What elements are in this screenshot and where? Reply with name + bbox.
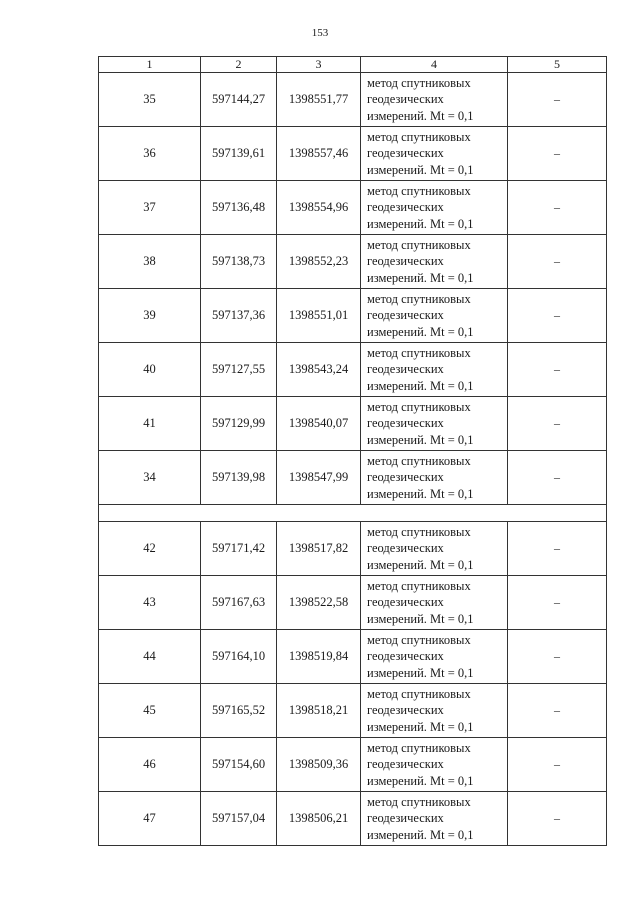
y-coordinate-cell: 1398557,46 — [277, 127, 361, 181]
note-cell: – — [508, 181, 607, 235]
column-header: 4 — [361, 57, 508, 73]
x-coordinate-cell: 597157,04 — [201, 792, 277, 846]
table-separator-row — [99, 505, 607, 522]
point-number-cell: 41 — [99, 397, 201, 451]
method-cell — [361, 576, 508, 630]
method-line: измерений. Mt = 0,1 — [367, 108, 474, 123]
method-line: геодезических — [367, 362, 444, 377]
method-line: метод спутниковых — [367, 686, 471, 701]
method-cell — [361, 684, 508, 738]
method-cell — [361, 738, 508, 792]
method-line: измерений. Mt = 0,1 — [367, 611, 474, 626]
point-number-cell: 39 — [99, 289, 201, 343]
note-cell: – — [508, 289, 607, 343]
method-line: геодезических — [367, 308, 444, 323]
y-coordinate-cell: 1398540,07 — [277, 397, 361, 451]
note-cell: – — [508, 738, 607, 792]
y-coordinate-cell: 1398554,96 — [277, 181, 361, 235]
column-header: 3 — [277, 57, 361, 73]
table-row — [99, 792, 607, 846]
y-coordinate-cell: 1398547,99 — [277, 451, 361, 505]
table-row — [99, 630, 607, 684]
x-coordinate-cell: 597139,98 — [201, 451, 277, 505]
point-number-cell: 35 — [99, 73, 201, 127]
method-cell — [361, 127, 508, 181]
table-row — [99, 397, 607, 451]
method-line: метод спутниковых — [367, 578, 471, 593]
y-coordinate-cell: 1398552,23 — [277, 235, 361, 289]
y-coordinate-cell: 1398543,24 — [277, 343, 361, 397]
note-cell: – — [508, 451, 607, 505]
x-coordinate-cell: 597154,60 — [201, 738, 277, 792]
x-coordinate-cell: 597129,99 — [201, 397, 277, 451]
point-number-cell: 44 — [99, 630, 201, 684]
method-line: геодезических — [367, 470, 444, 485]
table-row — [99, 684, 607, 738]
column-header: 1 — [99, 57, 201, 73]
method-cell — [361, 792, 508, 846]
note-cell: – — [508, 630, 607, 684]
table-row — [99, 127, 607, 181]
point-number-cell: 47 — [99, 792, 201, 846]
method-line: метод спутниковых — [367, 183, 471, 198]
method-line: метод спутниковых — [367, 632, 471, 647]
x-coordinate-cell: 597167,63 — [201, 576, 277, 630]
table-header-row — [99, 57, 607, 73]
y-coordinate-cell: 1398509,36 — [277, 738, 361, 792]
method-line: геодезических — [367, 541, 444, 556]
method-line: геодезических — [367, 416, 444, 431]
method-line: геодезических — [367, 649, 444, 664]
x-coordinate-cell: 597165,52 — [201, 684, 277, 738]
method-line: метод спутниковых — [367, 399, 471, 414]
method-cell — [361, 397, 508, 451]
method-cell — [361, 235, 508, 289]
point-number-cell: 37 — [99, 181, 201, 235]
note-cell: – — [508, 684, 607, 738]
point-number-cell: 38 — [99, 235, 201, 289]
x-coordinate-cell: 597171,42 — [201, 522, 277, 576]
note-cell: – — [508, 343, 607, 397]
method-line: метод спутниковых — [367, 740, 471, 755]
y-coordinate-cell: 1398506,21 — [277, 792, 361, 846]
method-line: измерений. Mt = 0,1 — [367, 557, 474, 572]
method-cell — [361, 343, 508, 397]
table-row — [99, 289, 607, 343]
point-number-cell: 36 — [99, 127, 201, 181]
method-line: метод спутниковых — [367, 237, 471, 252]
method-cell — [361, 181, 508, 235]
method-line: геодезических — [367, 200, 444, 215]
method-line: геодезических — [367, 146, 444, 161]
page-number: 153 — [311, 27, 329, 39]
column-header: 5 — [508, 57, 607, 73]
table-row — [99, 181, 607, 235]
method-cell — [361, 522, 508, 576]
table-row — [99, 343, 607, 397]
method-line: измерений. Mt = 0,1 — [367, 324, 474, 339]
y-coordinate-cell: 1398551,77 — [277, 73, 361, 127]
y-coordinate-cell: 1398518,21 — [277, 684, 361, 738]
method-line: геодезических — [367, 92, 444, 107]
y-coordinate-cell: 1398551,01 — [277, 289, 361, 343]
method-line: метод спутниковых — [367, 345, 471, 360]
note-cell: – — [508, 235, 607, 289]
coordinates-table — [98, 56, 607, 846]
method-line: геодезических — [367, 811, 444, 826]
method-line: измерений. Mt = 0,1 — [367, 665, 474, 680]
y-coordinate-cell: 1398517,82 — [277, 522, 361, 576]
method-line: метод спутниковых — [367, 794, 471, 809]
table-row — [99, 576, 607, 630]
note-cell: – — [508, 576, 607, 630]
note-cell: – — [508, 73, 607, 127]
method-line: геодезических — [367, 757, 444, 772]
method-cell — [361, 451, 508, 505]
x-coordinate-cell: 597136,48 — [201, 181, 277, 235]
point-number-cell: 40 — [99, 343, 201, 397]
method-line: измерений. Mt = 0,1 — [367, 432, 474, 447]
y-coordinate-cell: 1398522,58 — [277, 576, 361, 630]
method-line: метод спутниковых — [367, 75, 471, 90]
note-cell: – — [508, 522, 607, 576]
method-line: измерений. Mt = 0,1 — [367, 827, 474, 842]
y-coordinate-cell: 1398519,84 — [277, 630, 361, 684]
method-line: метод спутниковых — [367, 129, 471, 144]
point-number-cell: 43 — [99, 576, 201, 630]
table-body — [99, 57, 607, 846]
table-row — [99, 451, 607, 505]
point-number-cell: 45 — [99, 684, 201, 738]
method-line: измерений. Mt = 0,1 — [367, 378, 474, 393]
method-cell — [361, 73, 508, 127]
point-number-cell: 46 — [99, 738, 201, 792]
table-row — [99, 235, 607, 289]
method-line: геодезических — [367, 595, 444, 610]
column-header: 2 — [201, 57, 277, 73]
point-number-cell: 42 — [99, 522, 201, 576]
method-line: метод спутниковых — [367, 524, 471, 539]
method-line: геодезических — [367, 703, 444, 718]
method-line: метод спутниковых — [367, 291, 471, 306]
x-coordinate-cell: 597137,36 — [201, 289, 277, 343]
method-line: измерений. Mt = 0,1 — [367, 162, 474, 177]
table-row — [99, 522, 607, 576]
method-line: измерений. Mt = 0,1 — [367, 486, 474, 501]
method-line: измерений. Mt = 0,1 — [367, 270, 474, 285]
method-line: метод спутниковых — [367, 453, 471, 468]
method-line: измерений. Mt = 0,1 — [367, 719, 474, 734]
x-coordinate-cell: 597144,27 — [201, 73, 277, 127]
table-row — [99, 73, 607, 127]
x-coordinate-cell: 597139,61 — [201, 127, 277, 181]
x-coordinate-cell: 597127,55 — [201, 343, 277, 397]
method-line: измерений. Mt = 0,1 — [367, 773, 474, 788]
method-cell — [361, 630, 508, 684]
separator-cell — [99, 505, 607, 522]
table-row — [99, 738, 607, 792]
x-coordinate-cell: 597138,73 — [201, 235, 277, 289]
method-cell — [361, 289, 508, 343]
x-coordinate-cell: 597164,10 — [201, 630, 277, 684]
note-cell: – — [508, 397, 607, 451]
method-line: измерений. Mt = 0,1 — [367, 216, 474, 231]
note-cell: – — [508, 792, 607, 846]
method-line: геодезических — [367, 254, 444, 269]
note-cell: – — [508, 127, 607, 181]
point-number-cell: 34 — [99, 451, 201, 505]
